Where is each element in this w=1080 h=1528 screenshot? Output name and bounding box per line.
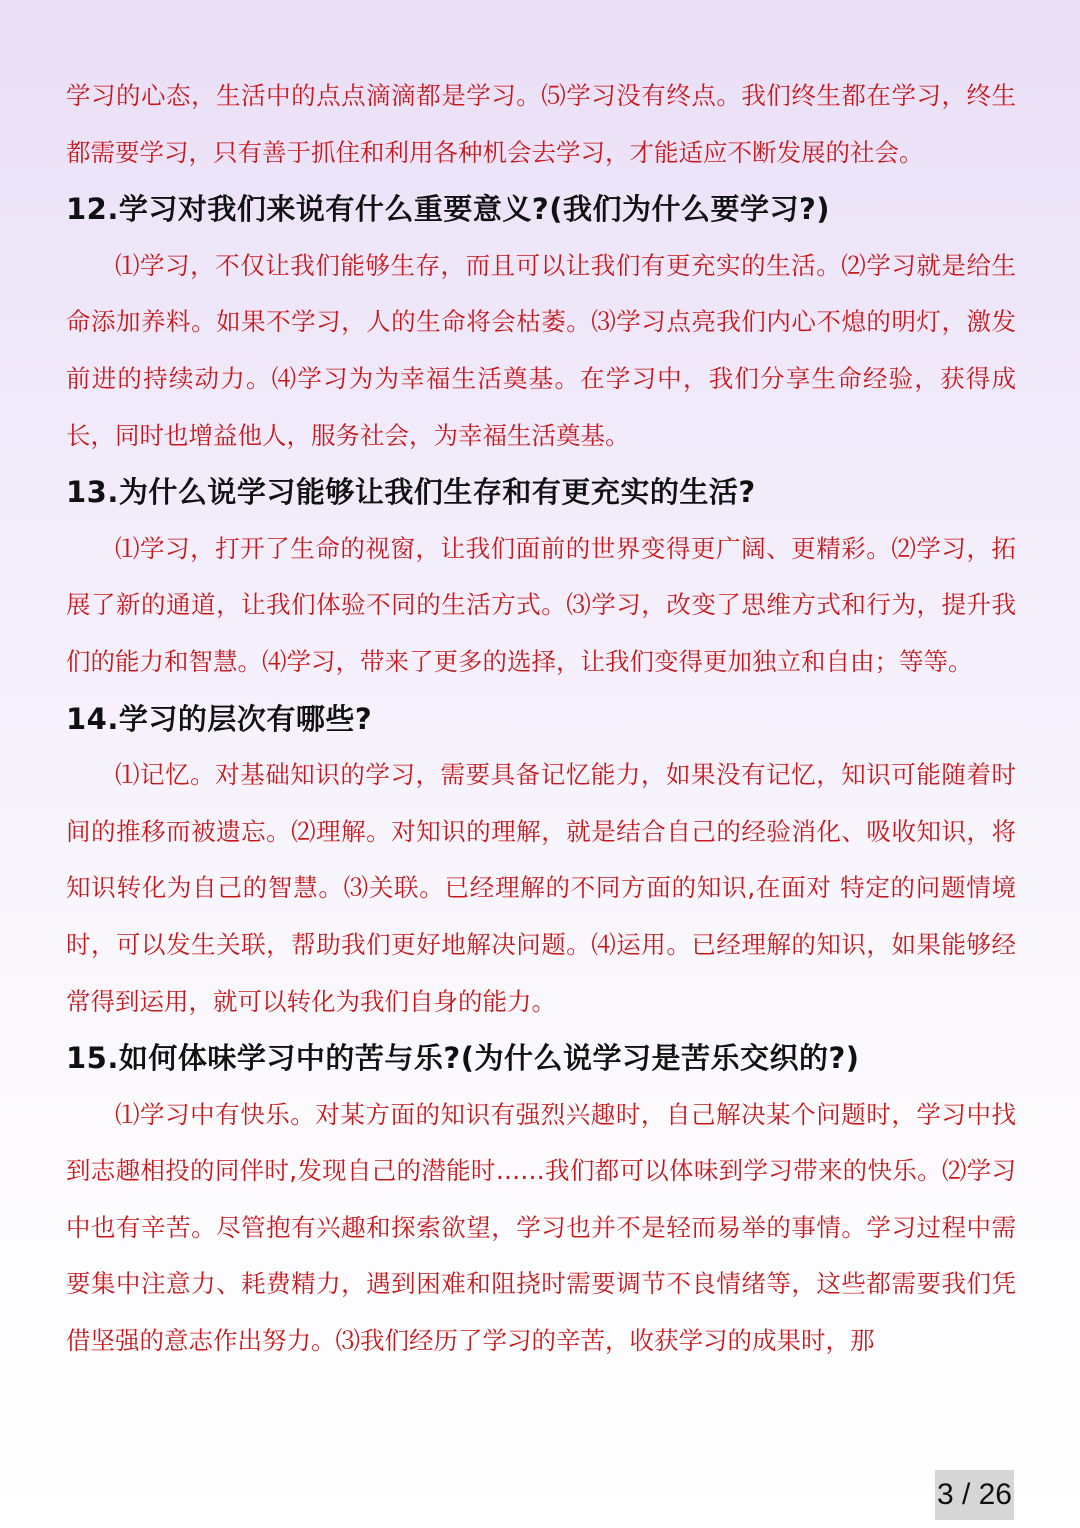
- question-15-heading: 15.如何体味学习中的苦与乐?(为什么说学习是苦乐交织的?): [66, 1041, 860, 1076]
- question-13-heading: 13.为什么说学习能够让我们生存和有更充实的生活?: [66, 475, 756, 510]
- question-15-answer: ⑴学习中有快乐。对某方面的知识有强烈兴趣时，自己解决某个问题时，学习中找到志趣相投的同伴时,发现自己的潜能时……我们都可以体味到学习带来的快乐。⑵学习中也有辛苦。尽管抱有兴趣和探索欲望，学习也并不是轻而易举的事情。学习过程中需要集中注意力、耗费精力，遇到困难和阻挠时需要调节不良情绪等，这些都需要我们凭借坚强的意志作出努力。⑶我们经历了学习的辛苦，收获学习的成果时，那: [66, 1099, 1016, 1356]
- question-12-heading: 12.学习对我们来说有什么重要意义?(我们为什么要学习?): [66, 192, 831, 227]
- paragraph-continued: 学习的心态，生活中的点点滴滴都是学习。⑸学习没有终点。我们终生都在学习，终生都需要学习，只有善于抓住和利用各种机会去学习，才能适应不断发展的社会。: [66, 81, 1016, 167]
- question-14-heading: 14.学习的层次有哪些?: [66, 701, 373, 736]
- document-body: [66, 68, 1016, 1370]
- question-14-answer: ⑴记忆。对基础知识的学习，需要具备记忆能力，如果没有记忆，知识可能随着时间的推移而被遗忘。⑵理解。对知识的理解，就是结合自己的经验消化、吸收知识，将知识转化为自己的智慧。⑶关联。已经理解的不同方面的知识,在面对 特定的问题情境时，可以发生关联，帮助我们更好地解决问题。⑷运用。已经理解的知识，如果能够经常得到运用，就可以转化为我们自身的能力。: [66, 760, 1016, 1016]
- question-13-answer: ⑴学习，打开了生命的视窗，让我们面前的世界变得更广阔、更精彩。⑵学习，拓展了新的通道，让我们体验不同的生活方式。⑶学习，改变了思维方式和行为，提升我们的能力和智慧。⑷学习，带来了更多的选择，让我们变得更加独立和自由；等等。: [66, 533, 1016, 676]
- question-12-answer: ⑴学习，不仅让我们能够生存，而且可以让我们有更充实的生活。⑵学习就是给生命添加养料。如果不学习，人的生命将会枯萎。⑶学习点亮我们内心不熄的明灯，激发前进的持续动力。⑷学习为为幸福生活奠基。在学习中，我们分享生命经验，获得成长，同时也增益他人，服务社会，为幸福生活奠基。: [66, 250, 1016, 450]
- page-number-badge: 3 / 26: [935, 1470, 1014, 1520]
